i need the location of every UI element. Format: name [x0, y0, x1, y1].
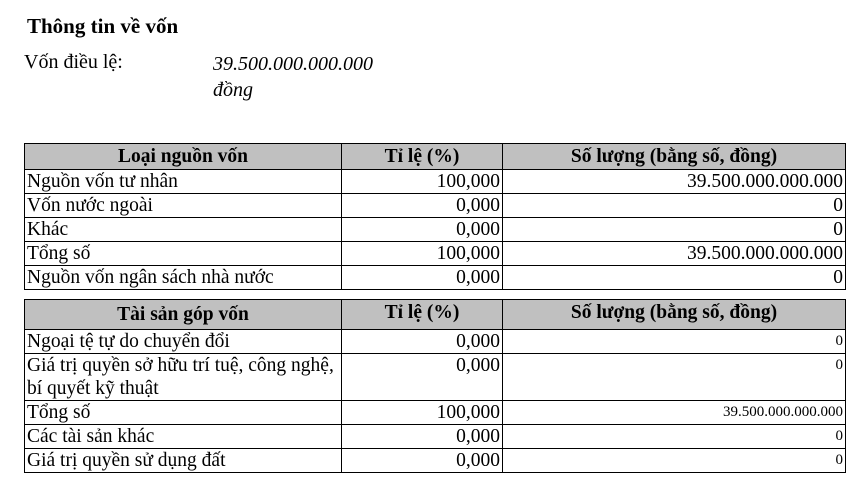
row-label: Tổng số	[25, 242, 342, 266]
table-row	[25, 242, 846, 266]
header-source-type: Loại nguồn vốn	[25, 144, 342, 170]
row-amount: 39.500.000.000.000	[503, 401, 846, 425]
row-ratio: 0,000	[342, 354, 503, 401]
charter-capital-label: Vốn điều lệ:	[24, 51, 123, 73]
row-amount: 0	[503, 218, 846, 242]
table-row	[25, 218, 846, 242]
row-label: Tổng số	[25, 401, 342, 425]
section-title: Thông tin về vốn	[27, 14, 179, 38]
table-row	[25, 194, 846, 218]
charter-capital-value: 39.500.000.000.000 đồng	[213, 53, 373, 101]
row-amount: 0	[503, 354, 846, 401]
row-amount: 39.500.000.000.000	[503, 242, 846, 266]
header-amount: Số lượng (bằng số, đồng)	[503, 300, 846, 330]
row-amount: 39.500.000.000.000	[503, 170, 846, 194]
row-amount: 0	[503, 330, 846, 354]
table-row	[25, 401, 846, 425]
row-label: Nguồn vốn tư nhân	[25, 170, 342, 194]
row-ratio: 0,000	[342, 330, 503, 354]
row-label: Vốn nước ngoài	[25, 194, 342, 218]
table-row	[25, 170, 846, 194]
table-row	[25, 354, 846, 401]
row-ratio: 0,000	[342, 194, 503, 218]
row-label: Giá trị quyền sử dụng đất	[25, 449, 342, 473]
row-amount: 0	[503, 449, 846, 473]
table-row	[25, 449, 846, 473]
capital-source-table	[24, 143, 846, 290]
row-label: Các tài sản khác	[25, 425, 342, 449]
header-asset-type: Tài sản góp vốn	[25, 300, 342, 330]
table-row	[25, 425, 846, 449]
header-ratio: Tỉ lệ (%)	[342, 300, 503, 330]
row-amount: 0	[503, 425, 846, 449]
row-amount: 0	[503, 194, 846, 218]
table-row	[25, 330, 846, 354]
header-ratio: Tỉ lệ (%)	[342, 144, 503, 170]
row-label: Nguồn vốn ngân sách nhà nước	[25, 266, 342, 290]
row-ratio: 100,000	[342, 242, 503, 266]
row-amount: 0	[503, 266, 846, 290]
row-label: Ngoại tệ tự do chuyển đổi	[25, 330, 342, 354]
row-ratio: 0,000	[342, 449, 503, 473]
contributed-assets-table	[24, 299, 846, 473]
row-ratio: 100,000	[342, 170, 503, 194]
row-ratio: 100,000	[342, 401, 503, 425]
header-amount: Số lượng (bằng số, đồng)	[503, 144, 846, 170]
row-label: Khác	[25, 218, 342, 242]
table-row	[25, 266, 846, 290]
row-ratio: 0,000	[342, 266, 503, 290]
row-ratio: 0,000	[342, 425, 503, 449]
row-label: Giá trị quyền sở hữu trí tuệ, công nghệ, bí quyết kỹ thuật	[25, 354, 342, 401]
row-ratio: 0,000	[342, 218, 503, 242]
